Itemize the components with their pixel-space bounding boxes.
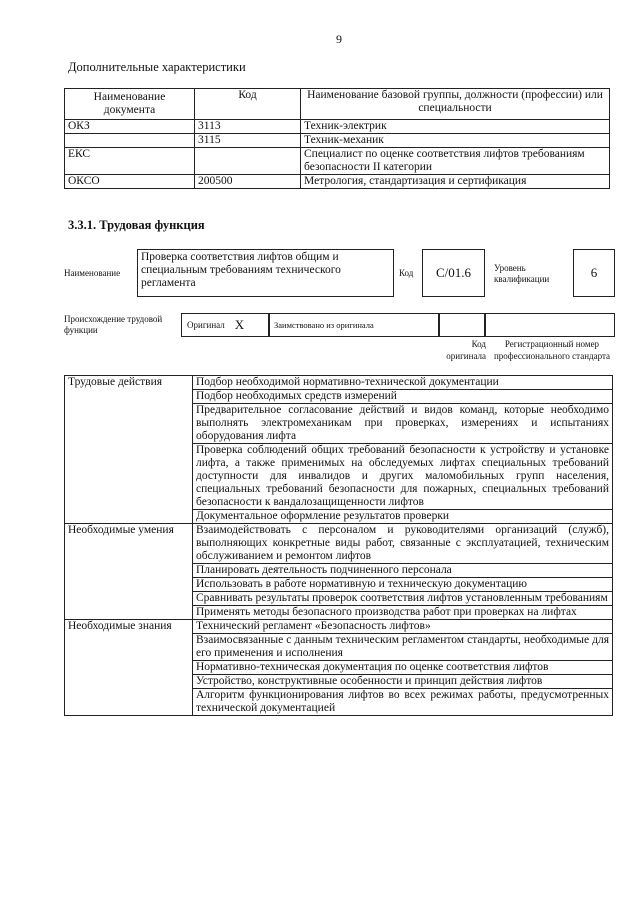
original-mark: X (234, 317, 245, 332)
table-cell: Метрология, стандартизация и сертификация (301, 175, 610, 189)
knowledge-item: Взаимосвязанные с данным техническим регламентом стандарты, необходимые для его применения и исполнения (193, 634, 613, 661)
header-cell: Код (195, 89, 301, 120)
table-cell: Техник-механик (301, 134, 610, 148)
knowledge-item: Нормативно-техническая документация по оценке соответствия лифтов (193, 661, 613, 675)
function-heading: 3.3.1. Трудовая функция (68, 218, 205, 232)
function-code: C/01.6 (435, 265, 472, 280)
skill-item: Планировать деятельность подчиненного персонала (193, 564, 613, 578)
actions-label: Трудовые действия (65, 376, 193, 524)
table-cell: ЕКС (65, 148, 195, 175)
table-cell: Специалист по оценке соответствия лифтов требованиям безопасности II категории (301, 148, 610, 175)
original-label: Оригинал (187, 319, 225, 330)
table-cell: Техник-электрик (301, 120, 610, 134)
table-row (65, 376, 613, 390)
table-row (65, 148, 610, 175)
table-header-row (65, 89, 610, 120)
code-caption: Код оригинала (446, 339, 486, 361)
knowledge-label: Необходимые знания (65, 620, 193, 716)
knowledge-item: Алгоритм функционирования лифтов во всех режимах работы, предусмотренных технической документацией (193, 689, 613, 716)
origin-code-box (439, 313, 485, 337)
table-cell: ОКЗ (65, 120, 195, 134)
table-row (65, 524, 613, 564)
page-number: 9 (336, 32, 342, 46)
origin-borrowed-box (269, 313, 439, 337)
skill-item: Применять методы безопасного производства работ при проверках на лифтах (193, 606, 613, 620)
table-cell: 3113 (195, 120, 301, 134)
borrowed-label: Заимствовано из оригинала (274, 319, 374, 330)
knowledge-item: Технический регламент «Безопасность лифтов» (193, 620, 613, 634)
level-value: 6 (590, 265, 598, 280)
table-cell: ОКСО (65, 175, 195, 189)
skill-item: Взаимодействовать с персоналом и руководителями организаций (служб), выполняющих конкретные виды работ, связанные с эксплуатацией, техническим обслуживанием и ремонтом лифтов (193, 524, 613, 564)
level-box (573, 249, 615, 297)
function-name: Проверка соответствия лифтов общим и специальным требованиям технического регламента (141, 251, 341, 289)
origin-label: Происхождение трудовой функции (64, 314, 163, 335)
knowledge-item: Устройство, конструктивные особенности и принцип действия лифтов (193, 675, 613, 689)
header-cell: Наименование документа (65, 89, 195, 120)
level-label: Уровень квалификации (494, 263, 550, 284)
skill-item: Сравнивать результаты проверок соответствия лифтов установленным требованиям (193, 592, 613, 606)
function-details-table (64, 375, 613, 716)
action-item: Подбор необходимых средств измерений (193, 390, 613, 404)
function-code-box (422, 249, 485, 297)
function-name-box (137, 249, 394, 297)
table-cell: 200500 (195, 175, 301, 189)
skills-label: Необходимые умения (65, 524, 193, 620)
header-cell: Наименование базовой группы, должности (профессии) или специальности (301, 89, 610, 120)
table-row (65, 620, 613, 634)
name-label: Наименование (64, 268, 121, 278)
table-cell (65, 134, 195, 148)
code-label: Код (399, 268, 414, 278)
action-item: Проверка соблюдений общих требований безопасности к устройству и установке лифта, а также применимых на обследуемых лифтах специальных требований доступности для инвалидов и других маломобильных групп населения, специальных требований безопасности для пожарных, специальных требований безопасности к вандалозащищенности лифтов (193, 444, 613, 510)
reg-caption: Регистрационный номер профессионального стандарта (493, 339, 611, 361)
characteristics-table (64, 88, 610, 189)
table-cell (195, 148, 301, 175)
origin-reg-box (485, 313, 615, 337)
action-item: Предварительное согласование действий и видов команд, которые необходимо выполнять электромеханикам при проверках, измерениях и испытаниях оборудования лифта (193, 404, 613, 444)
table-row (65, 175, 610, 189)
origin-original-box (181, 313, 269, 337)
skill-item: Использовать в работе нормативную и техническую документацию (193, 578, 613, 592)
table-row (65, 120, 610, 134)
section-heading: Дополнительные характеристики (68, 60, 246, 74)
table-row (65, 134, 610, 148)
table-cell: 3115 (195, 134, 301, 148)
action-item: Подбор необходимой нормативно-технической документации (193, 376, 613, 390)
action-item: Документальное оформление результатов проверки (193, 510, 613, 524)
